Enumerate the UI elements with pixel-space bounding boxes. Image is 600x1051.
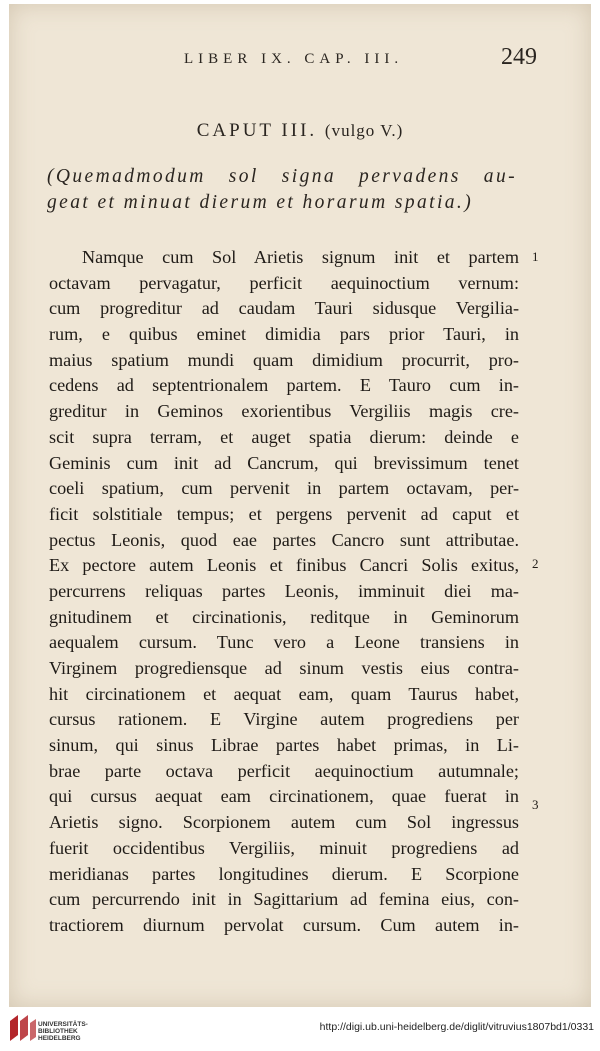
page-number: 249 — [501, 44, 537, 70]
chapter-subtitle — [47, 162, 517, 213]
text-line: aequalem cursum. Tunc vero a Leone transiens in — [49, 632, 519, 653]
text-line: ficit solstitiale tempus; et pergens pervenit ad caput et — [49, 503, 519, 524]
logo-text — [38, 1021, 88, 1042]
chapter-title — [0, 120, 600, 142]
text-line: cum progreditur ad caudam Tauri sidusque Vergilia- — [49, 298, 519, 319]
text-line: rum, e quibus eminet dimidia pars prior Tauri, in — [49, 324, 519, 345]
university-logo-icon — [6, 1011, 40, 1045]
logo-text-line: UNIVERSITÄTS- — [38, 1021, 88, 1028]
text-line: Geminis cum init ad Cancrum, qui brevissimum tenet — [49, 452, 519, 473]
logo-text-line: BIBLIOTHEK — [38, 1028, 78, 1035]
margin-number: 3 — [532, 797, 539, 812]
text-line: hit circinationem et aequat eam, quam Taurus habet, — [49, 683, 519, 704]
text-line: cum percurrendo init in Sagittarium ad femina eius, con- — [49, 889, 519, 910]
text-line: coeli spatium, cum pervenit in partem octavam, per- — [49, 478, 519, 499]
text-line: meridianas partes longitudines dierum. E Scorpione — [49, 863, 519, 884]
text-line: Virginem progrediensque ad sinum vestis eius contra- — [49, 658, 519, 678]
margin-number: 2 — [532, 556, 539, 571]
subtitle-line: geat et minuat dierum et horarum spatia.) — [47, 191, 474, 213]
footer-bar — [0, 1007, 600, 1051]
text-line: Arietis signo. Scorpionem autem cum Sol ingressus — [49, 812, 519, 833]
chapter-vulgo: (vulgo V.) — [324, 121, 404, 140]
text-line: maius spatium mundi quam dimidium procurrit, pro- — [49, 349, 519, 370]
source-link[interactable]: http://digi.ub.uni-heidelberg.de/diglit/vitruvius1807bd1/0331 — [319, 1021, 594, 1033]
text-line: pectus Leonis, quod eae partes Cancro sunt attributae. — [49, 529, 519, 550]
text-line: qui cursus aequat eam circinationem, quae fuerat in — [49, 786, 519, 807]
running-head: LIBER IX. CAP. III. — [184, 51, 404, 67]
text-line: scit supra terram, et auget spatia dierum: deinde e — [49, 426, 519, 447]
text-line: sinum, qui sinus Librae partes habet primas, in Li- — [49, 735, 519, 756]
text-line: greditur in Geminos exorientibus Vergiliis magis cre- — [49, 401, 519, 422]
text-line: gnitudinem et circinationis, reditque in Geminorum — [49, 606, 519, 627]
text-line: octavam pervagatur, perficit aequinoctium vernum: — [49, 272, 519, 293]
text-line: cedens ad septentrionalem partem. E Tauro cum in- — [49, 375, 519, 396]
text-line: cursus rationem. E Virgine autem progrediens per — [49, 709, 519, 730]
body-text — [49, 245, 519, 939]
text-line: Namque cum Sol Arietis signum init et partem — [82, 247, 519, 267]
text-line: Ex pectore autem Leonis et finibus Cancri Solis exitus, — [49, 555, 519, 576]
text-line: brae parte octava perficit aequinoctium autumnale; — [49, 760, 519, 781]
logo-text-line: HEIDELBERG — [38, 1035, 81, 1042]
margin-number: 1 — [532, 249, 539, 264]
chapter-heading: CAPUT III. — [196, 120, 318, 141]
subtitle-line: (Quemadmodum sol signa pervadens au- — [47, 166, 517, 187]
text-line: percurrens reliquas partes Leonis, imminuit diei ma- — [49, 580, 519, 601]
text-line: tractiorem diurnum pervolat cursum. Cum autem in- — [49, 914, 519, 935]
text-line: fuerit occidentibus Vergiliis, minuit progrediens ad — [49, 837, 519, 858]
